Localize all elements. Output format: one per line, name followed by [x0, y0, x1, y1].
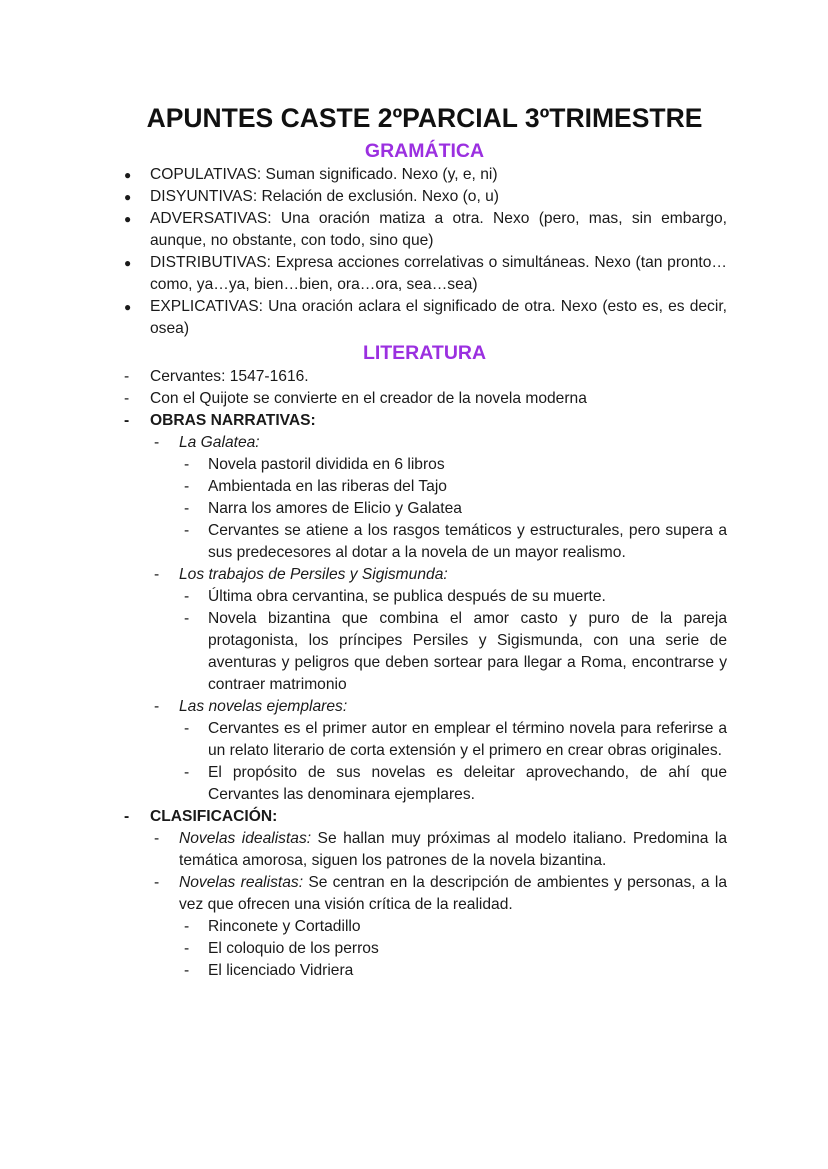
list-item — [122, 164, 727, 186]
document-page — [122, 98, 727, 982]
list-item — [122, 366, 727, 388]
dash-marker: - — [154, 434, 160, 451]
novel-title: Rinconete y Cortadillo — [208, 918, 361, 935]
list-subheading — [122, 432, 727, 454]
galatea-point: Cervantes se atiene a los rasgos temáticos y estructurales, pero supera a sus predecesores al dotar a la novela de un mayor realismo. — [208, 522, 727, 561]
section-heading-grammar: GRAMÁTICA — [364, 140, 485, 162]
dash-marker: - — [184, 764, 190, 781]
list-item — [122, 388, 727, 410]
list-item — [122, 252, 727, 296]
list-item — [122, 762, 727, 806]
list-subheading — [122, 696, 727, 718]
clasificacion-heading: CLASIFICACIÓN: — [150, 808, 278, 825]
dash-marker: - — [154, 874, 160, 891]
conjunction-description: Una oración matiza a otra. Nexo (pero, mas, sin embargo, aunque, no obstante, con todo, sino que) — [150, 210, 727, 249]
list-item — [122, 186, 727, 208]
persiles-point: Última obra cervantina, se publica después de su muerte. — [208, 588, 606, 605]
literature-list — [122, 366, 727, 982]
dash-marker: - — [184, 720, 190, 737]
novel-title: El coloquio de los perros — [208, 940, 379, 957]
ejemplares-title: Las novelas ejemplares: — [179, 698, 348, 715]
persiles-point: Novela bizantina que combina el amor casto y puro de la pareja protagonista, los príncipes Persiles y Sigismunda, con una serie de aventuras y peligros que deben sortear para llegar a Roma, encontrarse y contraer matrimonio — [208, 610, 727, 693]
list-item — [122, 498, 727, 520]
ejemplares-point: El propósito de sus novelas es deleitar aprovechando, de ahí que Cervantes las denominara ejemplares. — [208, 764, 727, 803]
list-item — [122, 916, 727, 938]
galatea-point: Novela pastoril dividida en 6 libros — [208, 456, 445, 473]
dash-marker: - — [124, 390, 130, 407]
dash-marker: - — [124, 808, 130, 825]
bullet-marker: ● — [124, 256, 132, 270]
conjunction-type: DISTRIBUTIVAS: — [150, 254, 272, 271]
dash-marker: - — [184, 940, 190, 957]
dash-marker: - — [184, 456, 190, 473]
list-subheading — [122, 564, 727, 586]
dash-marker: - — [184, 962, 190, 979]
dash-marker: - — [154, 698, 160, 715]
list-item — [122, 938, 727, 960]
idealistas-description: Se hallan muy próximas al modelo italiano. Predomina la temática amorosa, siguen los patrones de la novela bizantina. — [179, 830, 728, 869]
dash-marker: - — [124, 412, 130, 429]
conjunction-type: DISYUNTIVAS: — [150, 188, 258, 205]
dash-marker: - — [184, 610, 190, 627]
dash-marker: - — [184, 588, 190, 605]
conjunction-description: Expresa acciones correlativas o simultáneas. Nexo (tan pronto… como, ya…ya, bien…bien, ora…ora, sea…sea) — [150, 254, 727, 293]
dash-marker: - — [184, 500, 190, 517]
bullet-marker: ● — [124, 212, 132, 226]
dash-marker: - — [184, 522, 190, 539]
dash-marker: - — [184, 918, 190, 935]
list-item — [122, 960, 727, 982]
grammar-list — [122, 164, 727, 340]
list-item — [122, 586, 727, 608]
list-item — [122, 608, 727, 696]
galatea-point: Ambientada en las riberas del Tajo — [208, 478, 447, 495]
ejemplares-point: Cervantes es el primer autor en emplear el término novela para referirse a un relato literario de corta extensión y el primero en crear obras originales. — [208, 720, 727, 759]
galatea-title: La Galatea: — [179, 434, 260, 451]
bullet-marker: ● — [124, 168, 132, 182]
novel-title: El licenciado Vidriera — [208, 962, 354, 979]
list-item — [122, 828, 727, 872]
list-item — [122, 872, 727, 916]
list-item — [122, 208, 727, 252]
persiles-title: Los trabajos de Persiles y Sigismunda: — [179, 566, 448, 583]
obras-narrativas-heading: OBRAS NARRATIVAS: — [150, 412, 316, 429]
dash-marker: - — [154, 566, 160, 583]
dash-marker: - — [154, 830, 160, 847]
page-title: APUNTES CASTE 2ºPARCIAL 3ºTRIMESTRE — [146, 103, 703, 133]
list-item — [122, 454, 727, 476]
conjunction-description: Una oración aclara el significado de otra. Nexo (esto es, es decir, osea) — [150, 298, 727, 337]
quijote-note: Con el Quijote se convierte en el creador de la novela moderna — [150, 390, 587, 407]
dash-marker: - — [124, 368, 130, 385]
list-heading — [122, 806, 727, 828]
conjunction-description: Suman significado. Nexo (y, e, ni) — [261, 166, 498, 183]
conjunction-type: ADVERSATIVAS: — [150, 210, 272, 227]
conjunction-type: COPULATIVAS: — [150, 166, 262, 183]
galatea-point: Narra los amores de Elicio y Galatea — [208, 500, 462, 517]
idealistas-term: Novelas idealistas: — [179, 830, 312, 847]
bullet-marker: ● — [124, 190, 132, 204]
realistas-description: Se centran en la descripción de ambientes y personas, a la vez que ofrecen una visión crítica de la realidad. — [179, 874, 727, 913]
conjunction-description: Relación de exclusión. Nexo (o, u) — [257, 188, 499, 205]
realistas-term: Novelas realistas: — [179, 874, 304, 891]
list-item — [122, 520, 727, 564]
conjunction-type: EXPLICATIVAS: — [150, 298, 263, 315]
cervantes-dates: Cervantes: 1547-1616. — [150, 368, 309, 385]
dash-marker: - — [184, 478, 190, 495]
list-heading — [122, 410, 727, 432]
bullet-marker: ● — [124, 300, 132, 314]
section-heading-literature: LITERATURA — [362, 342, 487, 364]
list-item — [122, 718, 727, 762]
list-item — [122, 296, 727, 340]
list-item — [122, 476, 727, 498]
